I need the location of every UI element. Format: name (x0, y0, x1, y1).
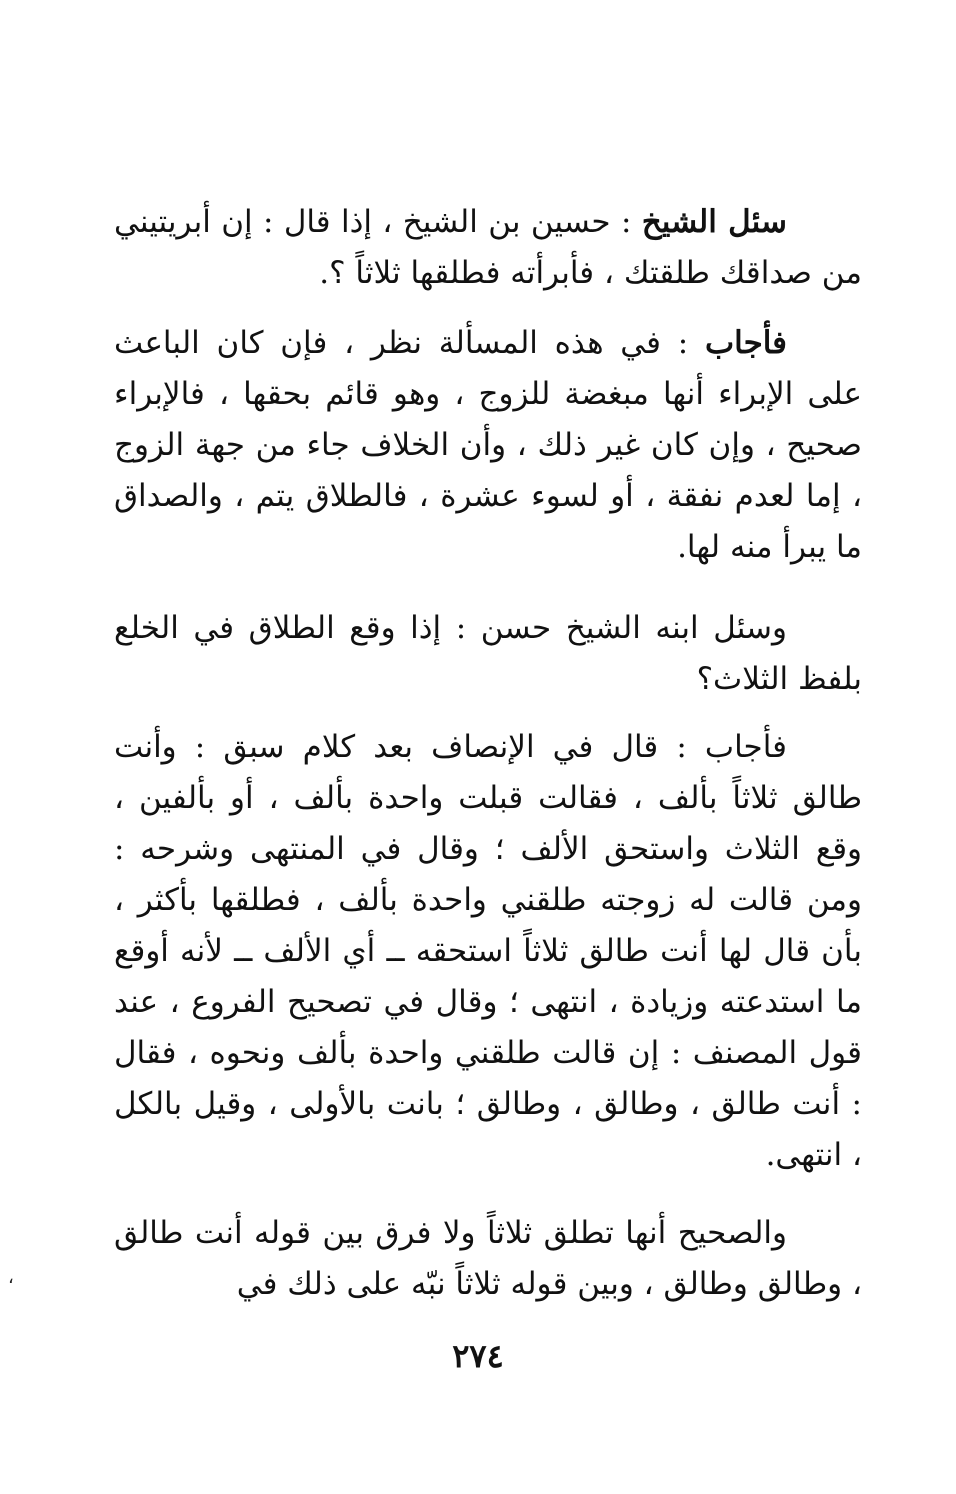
question-2-text: وسئل ابنه الشيخ حسن : إذا وقع الطلاق في الخلع بلفظ الثلاث؟ (114, 610, 862, 697)
margin-mark: ، (8, 1267, 14, 1288)
conclusion-text: والصحيح أنها تطلق ثلاثاً ولا فرق بين قوله أنت طالق ، وطالق وطالق ، وبين قوله ثلاثاً نبّه على ذلك في (114, 1215, 862, 1302)
question-lead: سئل الشيخ (641, 204, 787, 240)
paragraph-answer-1 (114, 318, 862, 573)
paragraph-conclusion (114, 1208, 862, 1310)
page-number: ٢٧٤ (452, 1337, 504, 1375)
paragraph-question-2 (114, 603, 862, 705)
paragraph-question-1 (114, 197, 862, 299)
answer-2-text: فأجاب : قال في الإنصاف بعد كلام سبق : وأنت طالق ثلاثاً بألف ، فقالت قبلت واحدة بألف ، أو بألفين ، وقع الثلاث واستحق الألف ؛ وقال في المنتهى وشرحه : ومن قالت له زوجته طلقني واحدة بألف ، فطلقها بأكثر ، بأن قال لها أنت طالق ثلاثاً استحقه ــ أي الألف ــ لأنه أوقع ما استدعته وزيادة ، انتهى ؛ وقال في تصحيح الفروع ، عند قول المصنف : إن قالت طلقني واحدة بألف ونحوه ، فقال : أنت طالق ، وطالق ، وطالق ؛ بانت بالأولى ، وقيل بالكل ، انتهى. (114, 729, 862, 1173)
paragraph-answer-2 (114, 722, 862, 1181)
answer-lead: فأجاب (704, 325, 787, 361)
question-text: : حسين بن الشيخ ، إذا قال : إن أبريتيني من صداقك طلقتك ، فأبرأته فطلقها ثلاثاً ؟. (114, 204, 862, 291)
answer-text: : في هذه المسألة نظر ، فإن كان الباعث على الإبراء أنها مبغضة للزوج ، وهو قائم بحقها ، فالإبراء صحيح ، وإن كان غير ذلك ، وأن الخلاف جاء من جهة الزوج ، إما لعدم نفقة ، أو لسوء عشرة ، فالطلاق يتم ، والصداق ما يبرأ منه لها. (114, 325, 862, 565)
